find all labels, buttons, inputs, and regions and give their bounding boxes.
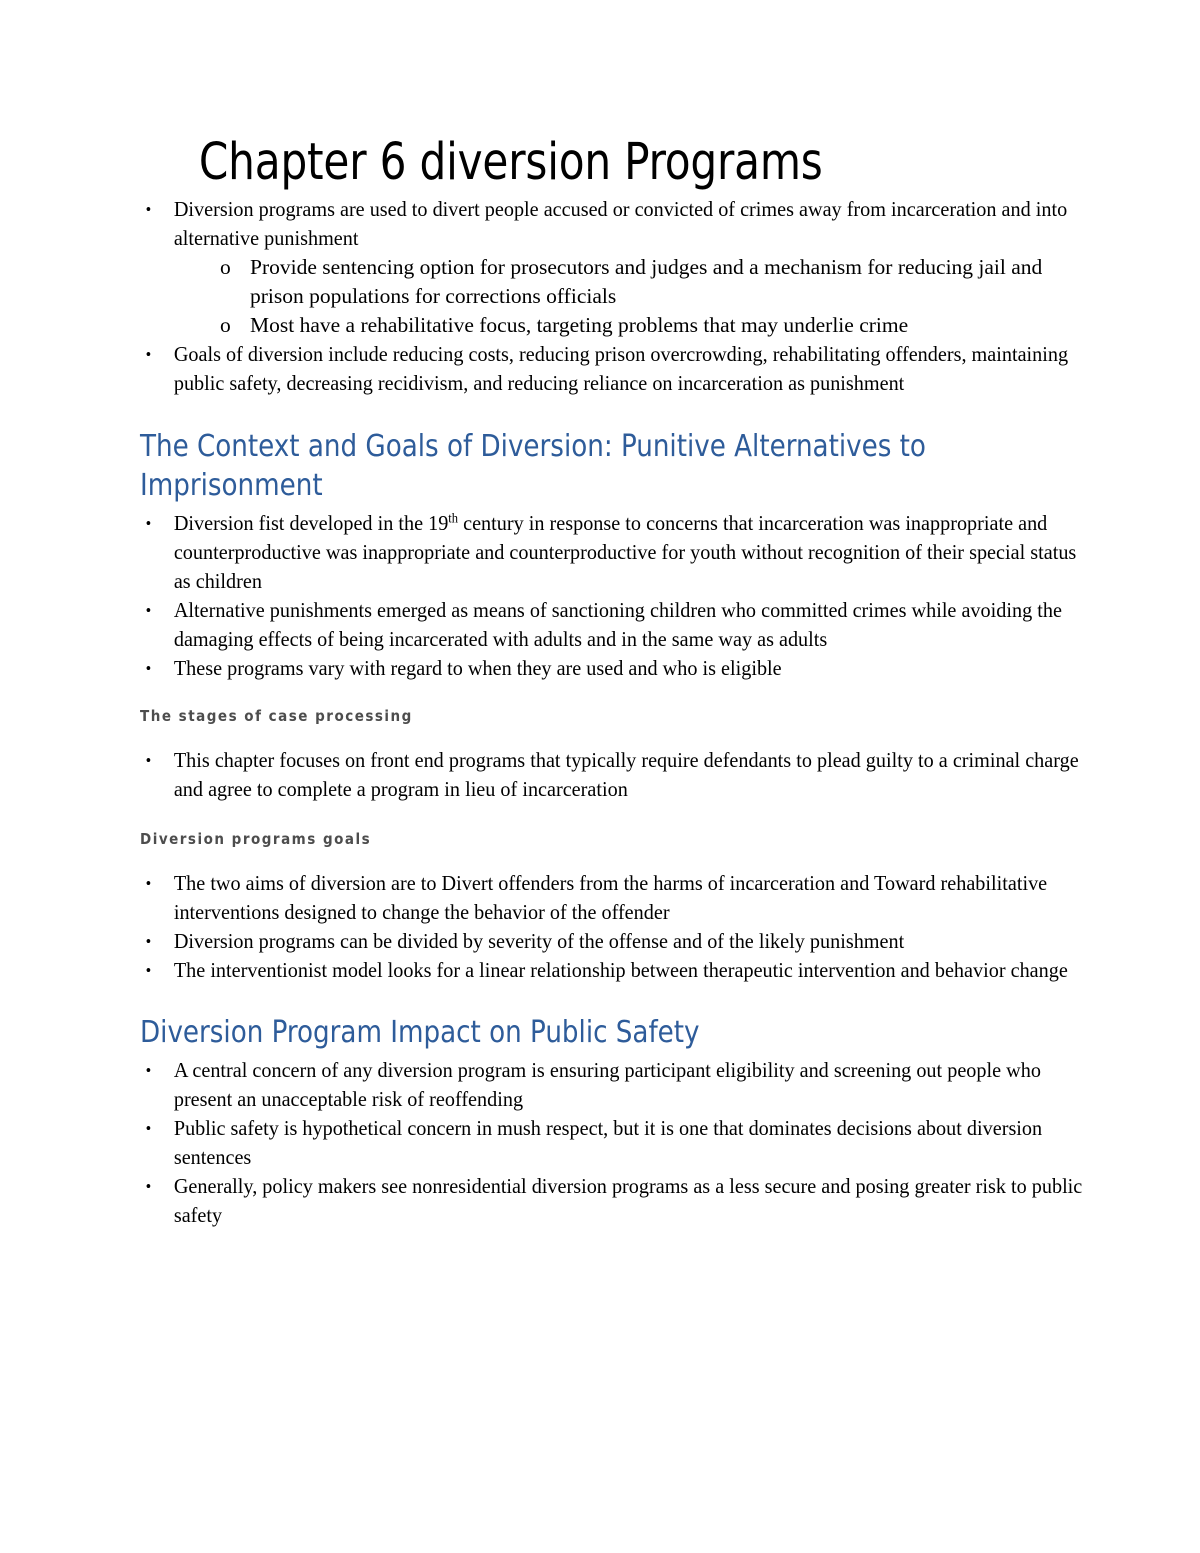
goals-bullet-list [140,869,1068,985]
list-item [140,1172,1096,1230]
bullet-dot-icon: • [145,751,152,771]
document-content [140,0,1083,1230]
bullet-dot-icon: • [145,961,152,981]
nested-sublist-wrapper [140,253,1065,340]
list-item-text: This chapter focuses on front end programs that typically require defendants to plead guilty to a criminal charge and agree to complete a program in lieu of incarceration [173,748,1079,802]
bullet-dot-icon: • [145,1061,152,1081]
sub-list-item-text: Most have a rehabilitative focus, targeting problems that may underlie crime [250,312,909,337]
bullet-dot-icon: • [145,344,152,364]
list-item-text: A central concern of any diversion program is ensuring participant eligibility and screening out people who present an unacceptable risk of reoffending [173,1058,1041,1112]
list-item [140,654,1096,683]
section-heading-public-safety: Diversion Program Impact on Public Safety [140,1015,700,1051]
bullet-dot-icon: • [145,1119,152,1139]
sub-list-item-text: Provide sentencing option for prosecutors and judges and a mechanism for reducing jail and prison populations for corrections officials [250,254,1043,308]
list-item-text: Diversion fist developed in the 19th century in response to concerns that incarceration was inappropriate and counterproductive was inappropriate and counterproductive for youth without recognition of their special status as children [173,511,1077,594]
bullet-dot-icon: • [145,1177,152,1197]
list-item [140,340,1096,398]
list-item [140,746,1096,804]
list-item-text: The two aims of diversion are to Divert offenders from the harms of incarceration and Toward rehabilitative interventions designed to change the behavior of the offender [173,871,1048,925]
list-item [140,195,1096,253]
section-heading-context-and-goals: The Context and Goals of Diversion: Punitive Alternatives to Imprisonment [140,428,926,504]
bullet-dot-icon: • [145,932,152,952]
list-item [140,1056,1096,1114]
context-bullet-list [140,509,1077,683]
bullet-dot-icon: • [145,874,152,894]
list-item-text: These programs vary with regard to when they are used and who is eligible [173,656,782,681]
bullet-circle-icon: o [220,254,231,279]
page-title: Chapter 6 diversion Programs [198,133,823,192]
bullet-dot-icon: • [145,199,152,219]
bullet-dot-icon: • [145,601,152,621]
list-item-text: Goals of diversion include reducing costs, reducing prison overcrowding, rehabilitating offenders, maintaining public safety, decreasing recidivism, and reducing reliance on incarceration as punishment [173,341,1069,395]
intro-sub-bullet-list [140,253,1065,340]
list-item [140,927,1096,956]
bullet-dot-icon: • [145,659,152,679]
public-safety-bullet-list [140,1056,1083,1230]
intro-bullet-list [140,195,1069,398]
list-item [140,956,1096,985]
bullet-dot-icon: • [145,514,152,534]
bullet-circle-icon: o [220,312,231,337]
list-item-text: Generally, policy makers see nonresidential diversion programs as a less secure and posing greater risk to public safety [173,1174,1083,1228]
list-item-text: Public safety is hypothetical concern in mush respect, but it is one that dominates decisions about diversion sentences [173,1116,1043,1170]
list-item [140,596,1096,654]
list-item-text: The interventionist model looks for a linear relationship between therapeutic intervention and behavior change [173,958,1068,983]
sub-list-item [140,311,1065,340]
list-item-text: Alternative punishments emerged as means of sanctioning children who committed crimes while avoiding the damaging effects of being incarcerated with adults and in the same way as adults [173,598,1062,652]
list-item-text: Diversion programs are used to divert people accused or convicted of crimes away from incarceration and into alternative punishment [173,196,1068,250]
subsection-heading-stages-of-case-processing: The stages of case processing [140,707,413,726]
list-item [140,869,1096,927]
subsection-heading-diversion-programs-goals: Diversion programs goals [140,830,372,849]
list-item-text: Diversion programs can be divided by severity of the offense and of the likely punishment [173,929,905,954]
list-item [140,1114,1096,1172]
sub-list-item [140,253,1065,311]
superscript-ordinal: th [448,511,459,526]
list-item [140,509,1096,596]
stages-bullet-list [140,746,1079,804]
